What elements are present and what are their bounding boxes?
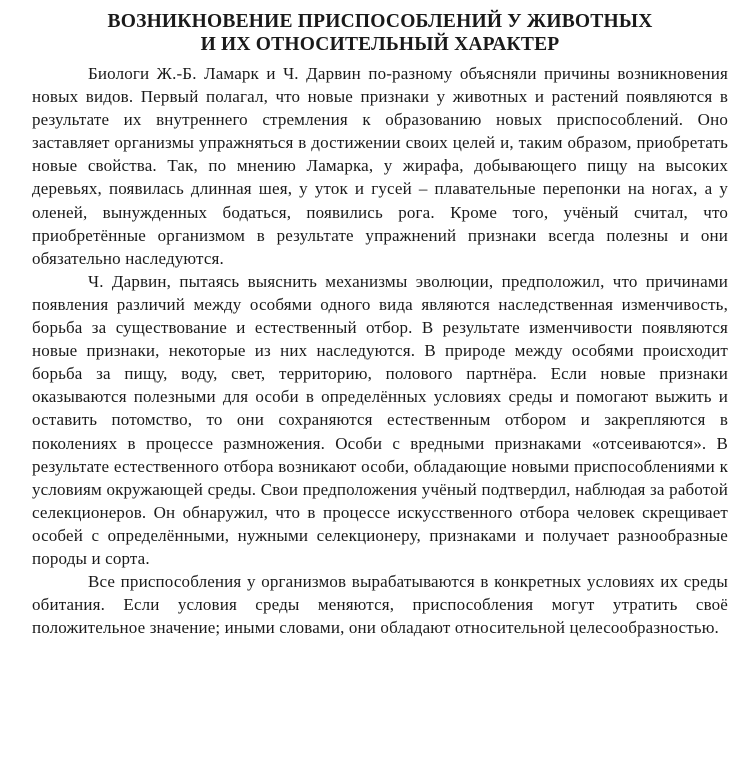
paragraph-darwin: Ч. Дарвин, пытаясь выяснить механизмы эволюции, предположил, что причинами появления различий между особями одного вида являются наследственная изменчивость, борьба за существование и естественный отбор. В результате изменчивости появляются новые признаки, некоторые из них наследуются. В природе между особями происходит борьба за пищу, воду, свет, территорию, полового партнёра. Если новые признаки оказываются полезными для особи в определённых условиях среды и помогают выжить и оставить потомство, то они сохраняются естественным отбором и закрепляются в поколениях в процессе размножения. Особи с вредными признаками «отсеиваются». В результате естественного отбора возникают особи, обладающие новыми приспособлениями к условиям окружающей среды. Свои предположения учёный подтвердил, наблюдая за работой селекционеров. Он обнаружил, что в процессе искусственного отбора человек скрещивает особей с определёнными, нужными селекционеру, признаками и получает разнообразные породы и сорта. <box>32 271 728 568</box>
title-line-1: ВОЗНИКНОВЕНИЕ ПРИСПОСОБЛЕНИЙ У ЖИВОТНЫХ <box>107 11 653 32</box>
title-line-2: И ИХ ОТНОСИТЕЛЬНЫЙ ХАРАКТЕР <box>200 34 560 55</box>
paragraph-conclusion: Все приспособления у организмов вырабатываются в конкретных условиях их среды обитания. Если условия среды меняются, приспособления могут утратить своё положительное значение; иными словами, они обладают относительной целесообразностью. <box>32 572 728 638</box>
page-title <box>32 10 728 56</box>
paragraph-lamarck: Биологи Ж.-Б. Ламарк и Ч. Дарвин по-разному объясняли причины возникновения новых видов. Первый полагал, что новые признаки у животных и растений появляются в результате их внутреннего стремления к образованию новых приспособлений. Оно заставляет организмы упражняться в достижении своих целей и, таким образом, приобретать новые свойства. Так, по мнению Ламарка, у жирафа, добывающего пищу на высоких деревьях, появилась длинная шея, у уток и гусей – плавательные перепонки на ногах, а у оленей, вынужденных бодаться, появились рога. Кроме того, учёный считал, что приобретённые организмом в результате упражнений признаки всегда полезны и они обязательно наследуются. <box>32 64 728 268</box>
